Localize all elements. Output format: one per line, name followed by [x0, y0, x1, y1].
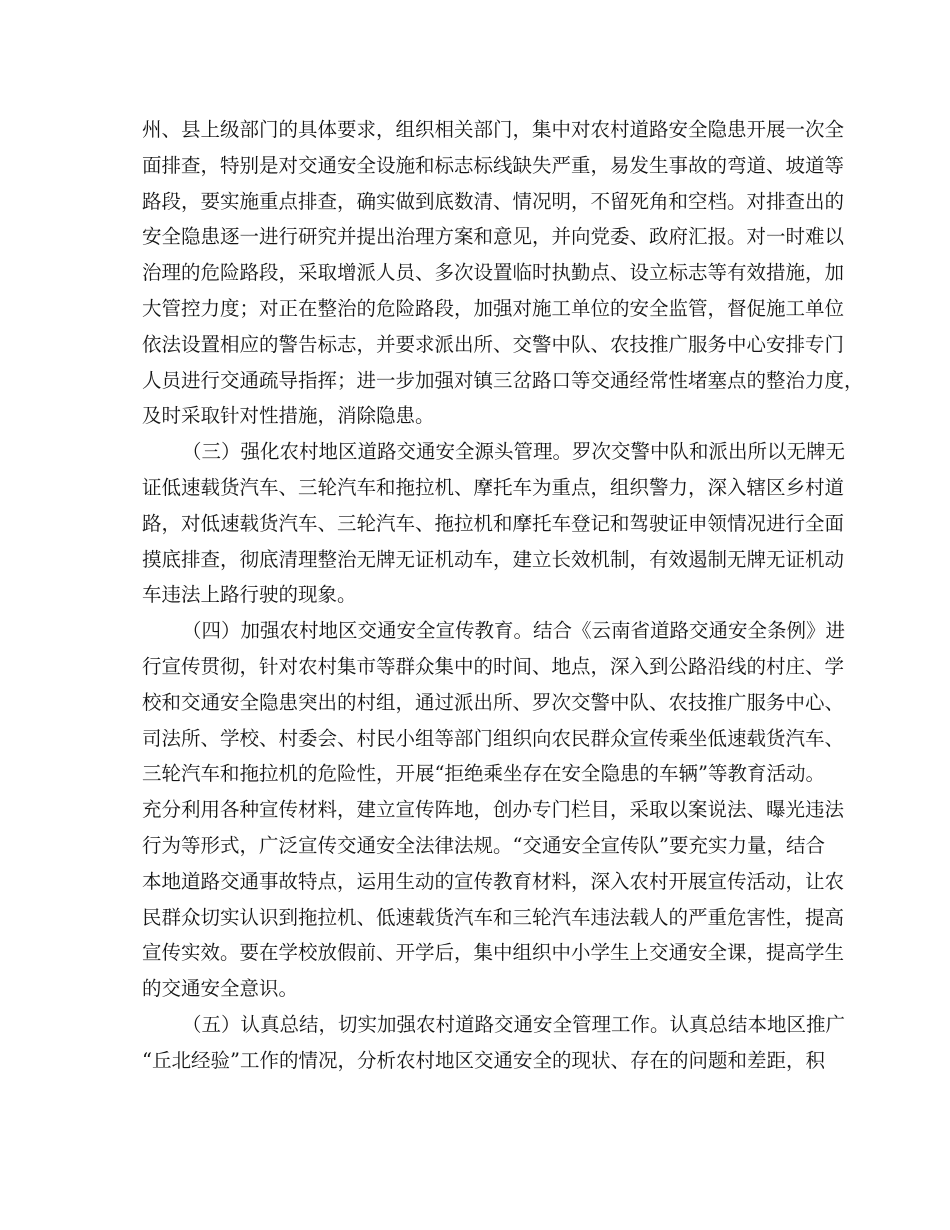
text-line: 面排查，特别是对交通安全设施和标志标线缺失严重，易发生事故的弯道、坡道等	[142, 153, 845, 177]
text-line: 的交通安全意识。	[142, 977, 299, 1001]
text-line: （四）加强农村地区交通安全宣传教育。结合《云南省道路交通安全条例》进	[182, 619, 846, 643]
text-line: 依法设置相应的警告标志，并要求派出所、交警中队、农技推广服务中心安排专门	[142, 332, 845, 356]
text-line: （五）认真总结，切实加强农村道路交通安全管理工作。认真总结本地区推广	[182, 1012, 846, 1036]
paragraph-hazard-investigation	[142, 112, 864, 434]
text-line: 三轮汽车和拖拉机的危险性，开展“拒绝乘坐存在安全隐患的车辆”等教育活动。	[142, 762, 825, 786]
text-line: 及时采取针对性措施，消除隐患。	[142, 404, 435, 428]
text-line: 行宣传贯彻，针对农村集市等群众集中的时间、地点，深入到公路沿线的村庄、学	[142, 654, 845, 678]
text-line: 宣传实效。要在学校放假前、开学后，集中组织中小学生上交通安全课，提高学生	[142, 941, 845, 965]
text-line: 路段，要实施重点排查，确实做到底数清、情况明，不留死角和空档。对排查出的	[142, 189, 845, 213]
text-line: 司法所、学校、村委会、村民小组等部门组织向农民群众宣传乘坐低速载货汽车、	[142, 726, 845, 750]
paragraph-summary	[142, 1007, 846, 1079]
paragraph-source-management	[142, 434, 846, 613]
text-line: 人员进行交通疏导指挥；进一步加强对镇三岔路口等交通经常性堵塞点的整治力度，	[142, 368, 864, 392]
text-line: 民群众切实认识到拖拉机、低速载货汽车和三轮汽车违法载人的严重危害性，提高	[142, 905, 845, 929]
text-line: “丘北经验”工作的情况，分析农村地区交通安全的现状、存在的问题和差距，积	[142, 1048, 825, 1072]
text-line: 路，对低速载货汽车、三轮汽车、拖拉机和摩托车登记和驾驶证申领情况进行全面	[142, 511, 845, 535]
text-line: 治理的危险路段，采取增派人员、多次设置临时执勤点、设立标志等有效措施，加	[142, 261, 845, 285]
text-line: 本地道路交通事故特点，运用生动的宣传教育材料，深入农村开展宣传活动，让农	[142, 869, 845, 893]
text-line: 证低速载货汽车、三轮汽车和拖拉机、摩托车为重点，组织警力，深入辖区乡村道	[142, 475, 845, 499]
text-line: （三）强化农村地区道路交通安全源头管理。罗次交警中队和派出所以无牌无	[182, 440, 846, 464]
document-body	[142, 112, 864, 1079]
paragraph-safety-education	[142, 613, 846, 1007]
text-line: 行为等形式，广泛宣传交通安全法律法规。“交通安全宣传队”要充实力量，结合	[142, 833, 825, 857]
text-line: 充分利用各种宣传材料，建立宣传阵地，创办专门栏目，采取以案说法、曝光违法	[142, 798, 845, 822]
text-line: 州、县上级部门的具体要求，组织相关部门，集中对农村道路安全隐患开展一次全	[142, 118, 845, 141]
text-line: 大管控力度；对正在整治的危险路段，加强对施工单位的安全监管，督促施工单位	[142, 296, 845, 320]
text-line: 校和交通安全隐患突出的村组，通过派出所、罗次交警中队、农技推广服务中心、	[142, 690, 845, 714]
text-line: 安全隐患逐一进行研究并提出治理方案和意见，并向党委、政府汇报。对一时难以	[142, 225, 845, 249]
text-line: 摸底排查，彻底清理整治无牌无证机动车，建立长效机制，有效遏制无牌无证机动	[142, 547, 845, 571]
text-line: 车违法上路行驶的现象。	[142, 583, 357, 607]
